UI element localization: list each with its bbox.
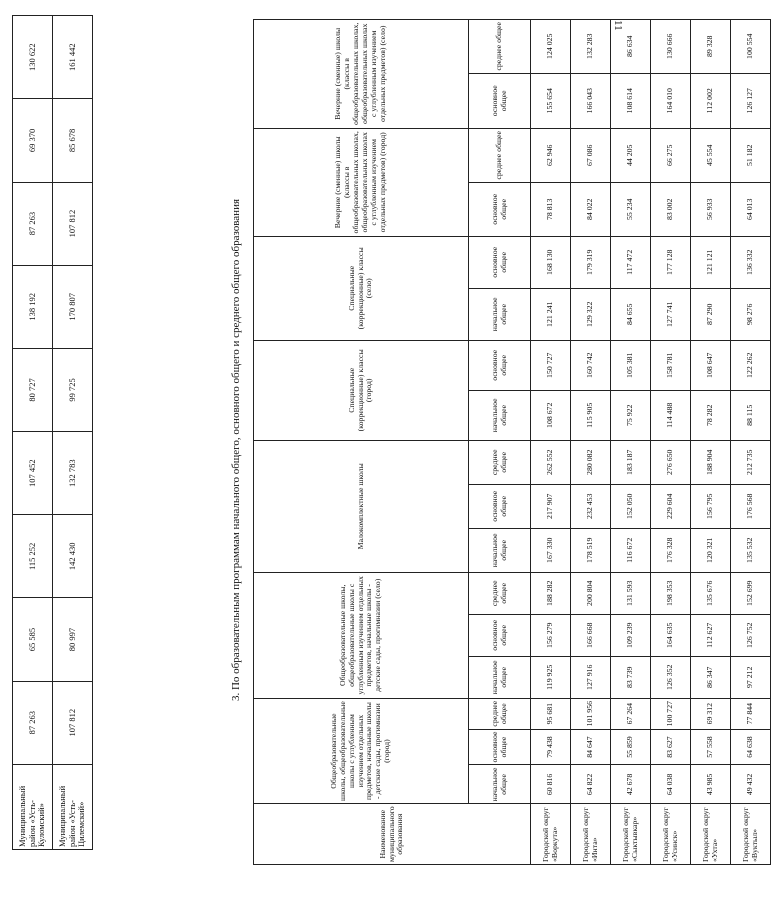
sub-column-header: основное общее (469, 73, 531, 128)
sub-column-header: основное общее (469, 614, 531, 656)
table-cell: 86 634 (611, 19, 651, 73)
table-cell: 127 916 (571, 656, 611, 698)
sub-column-header: начальное общее (469, 390, 531, 440)
municipality-name: Городской округ «Ухта» (691, 804, 731, 865)
group-header: Общеобразовательные школы, общеобразовательные школы с углубленным изучением отдельных предметов, начальные школы - детские сады, прогимназии (город) (254, 698, 469, 804)
table-cell: 64 822 (571, 765, 611, 804)
table-cell: 109 239 (611, 614, 651, 656)
table-row (571, 19, 611, 864)
municipality-name: Городской округ «Воркута» (531, 804, 571, 865)
table-cell: 152 699 (731, 572, 771, 614)
table-cell: 86 347 (691, 656, 731, 698)
table-cell: 105 381 (611, 340, 651, 390)
table-cell: 262 552 (531, 440, 571, 484)
table-cell: 212 735 (731, 440, 771, 484)
table-cell: 164 635 (651, 614, 691, 656)
table-cell: 122 262 (731, 340, 771, 390)
table-cell: 107 812 (53, 182, 93, 265)
top-table-row (53, 16, 93, 850)
table-cell: 276 650 (651, 440, 691, 484)
table-cell: 83 739 (611, 656, 651, 698)
table-cell: 97 212 (731, 656, 771, 698)
table-cell: 45 554 (691, 128, 731, 182)
table-cell: 176 568 (731, 484, 771, 528)
group-header: Вечерние (сменные) школы (классы в общеобразовательных школах, общеобразовательных школах с углубленным изучением отдельных предметов) (город) (254, 128, 469, 236)
table-cell: 280 082 (571, 440, 611, 484)
municipality-name: Городской округ «Вуктыл» (731, 804, 771, 865)
table-cell: 89 328 (691, 19, 731, 73)
name-column-header: Наименование муниципального образования (254, 804, 531, 865)
table-cell: 101 956 (571, 698, 611, 729)
top-continuation-table (12, 15, 93, 850)
table-cell: 100 727 (651, 698, 691, 729)
municipality-name: Городской округ «Сыктывкар» (611, 804, 651, 865)
sub-column-header: начальное общее (469, 656, 531, 698)
table-cell: 176 328 (651, 528, 691, 572)
table-cell: 166 668 (571, 614, 611, 656)
table-cell: 67 086 (571, 128, 611, 182)
table-cell: 155 654 (531, 73, 571, 128)
table-cell: 200 804 (571, 572, 611, 614)
sub-column-header: среднее общее (469, 440, 531, 484)
table-cell: 156 279 (531, 614, 571, 656)
table-cell: 84 647 (571, 729, 611, 765)
table-cell: 178 519 (571, 528, 611, 572)
sub-column-header: начальное общее (469, 288, 531, 340)
table-cell: 131 593 (611, 572, 651, 614)
group-header: Специальные (коррекционные) классы (город) (254, 340, 469, 440)
table-cell: 56 933 (691, 182, 731, 236)
table-row (531, 19, 571, 864)
table-row (691, 19, 731, 864)
table-cell: 115 252 (13, 515, 53, 598)
table-cell: 65 585 (13, 598, 53, 681)
table-cell: 156 795 (691, 484, 731, 528)
table-cell: 119 925 (531, 656, 571, 698)
table-cell: 166 043 (571, 73, 611, 128)
table-cell: 87 263 (13, 182, 53, 265)
group-header: Малокомплектные школы (254, 440, 469, 572)
table-cell: 126 127 (731, 73, 771, 128)
table-cell: 142 430 (53, 515, 93, 598)
table-cell: 188 904 (691, 440, 731, 484)
table-cell: 62 946 (531, 128, 571, 182)
table-cell: 78 282 (691, 390, 731, 440)
table-cell: 95 681 (531, 698, 571, 729)
table-cell: 117 472 (611, 236, 651, 288)
table-cell: 150 727 (531, 340, 571, 390)
table-cell: 135 676 (691, 572, 731, 614)
table-cell: 64 013 (731, 182, 771, 236)
table-cell: 55 859 (611, 729, 651, 765)
table-cell: 60 816 (531, 765, 571, 804)
table-cell: 130 666 (651, 19, 691, 73)
municipality-name: Муниципальный район «Усть-Цилемский» (53, 764, 93, 849)
table-cell: 84 655 (611, 288, 651, 340)
table-cell: 170 807 (53, 265, 93, 348)
group-header: Специальные (коррекционные) классы (село) (254, 236, 469, 340)
table-cell: 135 532 (731, 528, 771, 572)
table-cell: 161 442 (53, 16, 93, 99)
table-cell: 83 627 (651, 729, 691, 765)
table-cell: 120 321 (691, 528, 731, 572)
table-cell: 69 370 (13, 99, 53, 182)
table-cell: 84 022 (571, 182, 611, 236)
sub-column-header: основное общее (469, 182, 531, 236)
table-cell: 112 002 (691, 73, 731, 128)
table-cell: 98 276 (731, 288, 771, 340)
table-cell: 49 432 (731, 765, 771, 804)
table-cell: 126 352 (651, 656, 691, 698)
table-cell: 121 121 (691, 236, 731, 288)
table-cell: 126 752 (731, 614, 771, 656)
table-cell: 42 678 (611, 765, 651, 804)
table-cell: 85 678 (53, 99, 93, 182)
table-cell: 78 813 (531, 182, 571, 236)
sub-column-header: основное общее (469, 729, 531, 765)
table-cell: 167 330 (531, 528, 571, 572)
sub-column-header: среднее общее (469, 572, 531, 614)
sub-column-header: начальное общее (469, 528, 531, 572)
table-row (731, 19, 771, 864)
table-cell: 232 453 (571, 484, 611, 528)
table-cell: 132 783 (53, 432, 93, 515)
table-cell: 55 234 (611, 182, 651, 236)
table-cell: 80 727 (13, 348, 53, 431)
table-cell: 83 002 (651, 182, 691, 236)
table-cell: 112 627 (691, 614, 731, 656)
table-cell: 130 622 (13, 16, 53, 99)
sub-column-header: основное общее (469, 340, 531, 390)
table-cell: 75 922 (611, 390, 651, 440)
table-cell: 77 844 (731, 698, 771, 729)
table-cell: 108 614 (611, 73, 651, 128)
table-cell: 152 050 (611, 484, 651, 528)
table-cell: 198 353 (651, 572, 691, 614)
table-cell: 129 322 (571, 288, 611, 340)
table-cell: 79 438 (531, 729, 571, 765)
table-cell: 51 182 (731, 128, 771, 182)
table-cell: 217 907 (531, 484, 571, 528)
section-title: 3. По образовательным программам начального общего, основного общего и среднего общего образования (230, 198, 242, 702)
municipality-name: Городской округ «Усинск» (651, 804, 691, 865)
table-cell: 136 332 (731, 236, 771, 288)
sub-column-header: основное общее (469, 236, 531, 288)
sub-column-header: основное общее (469, 484, 531, 528)
top-table-row (13, 16, 53, 850)
table-cell: 108 672 (531, 390, 571, 440)
table-cell: 57 558 (691, 729, 731, 765)
table-cell: 64 638 (731, 729, 771, 765)
table-cell: 69 312 (691, 698, 731, 729)
table-cell: 121 241 (531, 288, 571, 340)
table-cell: 64 038 (651, 765, 691, 804)
table-row (611, 19, 651, 864)
sub-column-header: среднее общее (469, 128, 531, 182)
table-cell: 158 781 (651, 340, 691, 390)
sub-column-header: среднее общее (469, 19, 531, 73)
table-cell: 88 115 (731, 390, 771, 440)
table-cell: 67 264 (611, 698, 651, 729)
table-cell: 43 985 (691, 765, 731, 804)
table-cell: 87 263 (13, 681, 53, 764)
table-cell: 115 905 (571, 390, 611, 440)
table-cell: 188 282 (531, 572, 571, 614)
table-cell: 44 205 (611, 128, 651, 182)
table-cell: 127 741 (651, 288, 691, 340)
table-cell: 164 010 (651, 73, 691, 128)
sub-column-header: начальное общее (469, 765, 531, 804)
sub-column-header: среднее общее (469, 698, 531, 729)
municipality-name: Городской округ «Инта» (571, 804, 611, 865)
table-cell: 132 283 (571, 19, 611, 73)
municipality-name: Муниципальный район «Усть-Куломский» (13, 764, 53, 849)
table-cell: 100 554 (731, 19, 771, 73)
table-cell: 124 025 (531, 19, 571, 73)
table-cell: 80 997 (53, 598, 93, 681)
group-header: Общеобразовательные школы, общеобразовательные школы с углубленным изучением отдельных предметов, начальные школы - детские сады, прогимназии (село) (254, 572, 469, 698)
group-header: Вечерние (сменные) школы (классы в общеобразовательных школах, общеобразовательных школах с углубленным изучением отдельных предметов) (село) (254, 19, 469, 128)
table-cell: 168 130 (531, 236, 571, 288)
table-cell: 87 290 (691, 288, 731, 340)
table-cell: 114 488 (651, 390, 691, 440)
table-row (651, 19, 691, 864)
table-cell: 108 647 (691, 340, 731, 390)
table-cell: 138 192 (13, 265, 53, 348)
table-cell: 179 319 (571, 236, 611, 288)
table-cell: 183 187 (611, 440, 651, 484)
table-cell: 160 742 (571, 340, 611, 390)
table-cell: 99 725 (53, 348, 93, 431)
main-table (253, 19, 771, 865)
table-cell: 116 672 (611, 528, 651, 572)
table-cell: 66 275 (651, 128, 691, 182)
table-cell: 229 604 (651, 484, 691, 528)
page-number: 11 (612, 20, 624, 31)
table-cell: 107 812 (53, 681, 93, 764)
rotated-page-content (0, 15, 759, 905)
table-cell: 107 452 (13, 432, 53, 515)
table-cell: 177 128 (651, 236, 691, 288)
